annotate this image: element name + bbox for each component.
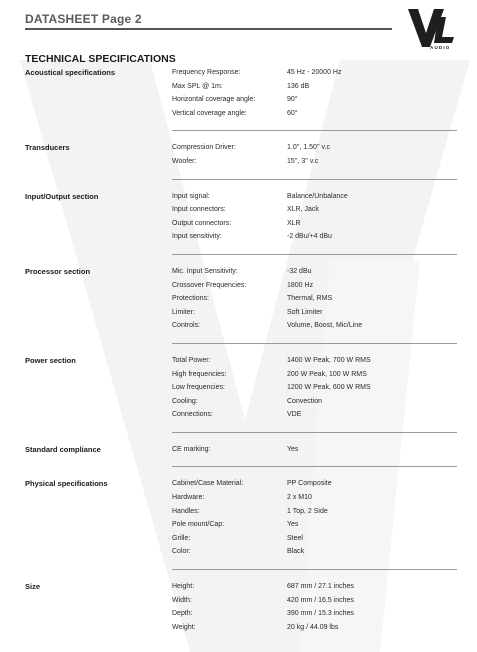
spec-value: 136 dB	[287, 82, 310, 90]
spec-section	[25, 180, 457, 255]
spec-value: 60°	[287, 109, 298, 117]
spec-key: Cooling:	[172, 397, 198, 405]
spec-value: 90°	[287, 96, 298, 104]
section-label: Standard compliance	[25, 444, 101, 454]
spec-key: Total Power:	[172, 356, 211, 364]
spec-row	[172, 205, 457, 219]
spec-key: Height:	[172, 583, 195, 591]
spec-value: 15'', 3'' v.c	[287, 157, 319, 165]
spec-value: Yes	[287, 521, 299, 529]
spec-section	[25, 467, 457, 570]
page-header-title: DATASHEET Page 2	[25, 12, 142, 26]
spec-row	[172, 267, 457, 281]
spec-section	[25, 131, 457, 179]
spec-row	[172, 493, 457, 507]
page-heading: TECHNICAL SPECIFICATIONS	[25, 53, 176, 65]
spec-row	[172, 596, 457, 610]
spec-key: High frequencies:	[172, 370, 227, 378]
spec-key: Grille:	[172, 534, 191, 542]
spec-row	[172, 68, 457, 82]
spec-value: Soft Limiter	[287, 308, 323, 316]
spec-key: Controls:	[172, 322, 201, 330]
spec-row	[172, 534, 457, 548]
spec-key: Crossover Frequencies:	[172, 281, 247, 289]
header-divider	[25, 28, 392, 30]
spec-row	[172, 95, 457, 109]
spec-value: XLR, Jack	[287, 206, 319, 214]
spec-key: Protections:	[172, 295, 209, 303]
spec-value: Balance/Unbalance	[287, 192, 348, 200]
spec-key: Input sensitivity:	[172, 233, 222, 241]
spec-key: Input connectors:	[172, 206, 226, 214]
spec-row	[172, 82, 457, 96]
spec-key: Depth:	[172, 610, 193, 618]
spec-row	[172, 547, 457, 561]
spec-value: 2 x M10	[287, 494, 312, 502]
spec-key: Pole mount/Cap:	[172, 521, 225, 529]
spec-row	[172, 356, 457, 370]
spec-row	[172, 219, 457, 233]
spec-key: Color:	[172, 548, 191, 556]
spec-key: Width:	[172, 596, 192, 604]
spec-key: Woofer:	[172, 157, 197, 165]
section-label: Power section	[25, 355, 76, 365]
spec-key: Horizontal coverage angle:	[172, 96, 256, 104]
spec-value: 390 mm / 15.3 inches	[287, 610, 354, 618]
spec-value: 1 Top, 2 Side	[287, 507, 328, 515]
section-label: Size	[25, 582, 41, 592]
section-label: Physical specifications	[25, 479, 108, 489]
spec-key: Low frequencies:	[172, 384, 225, 392]
spec-value: -32 dBu	[287, 267, 312, 275]
spec-value: 200 W Peak, 100 W RMS	[287, 370, 367, 378]
spec-row	[172, 520, 457, 534]
spec-section	[25, 344, 457, 433]
spec-row	[172, 294, 457, 308]
spec-key: Connections:	[172, 411, 213, 419]
spec-key: Cabinet/Case Material:	[172, 480, 244, 488]
spec-row	[172, 383, 457, 397]
spec-value: Yes	[287, 445, 299, 453]
spec-value: Volume, Boost, Mic/Line	[287, 322, 363, 330]
spec-value: VDE	[287, 411, 302, 419]
spec-row	[172, 397, 457, 411]
spec-value: Convection	[287, 397, 323, 405]
spec-key: Compression Driver:	[172, 144, 236, 152]
logo-subtitle: AUDIO	[430, 45, 451, 50]
spec-value: 420 mm / 16.5 inches	[287, 596, 354, 604]
spec-value: XLR	[287, 219, 301, 227]
spec-section	[25, 570, 457, 636]
spec-key: Handles:	[172, 507, 200, 515]
spec-value: 1400 W Peak, 700 W RMS	[287, 356, 371, 364]
spec-row	[172, 192, 457, 206]
spec-key: Hardware:	[172, 494, 205, 502]
spec-value: Thermal, RMS	[287, 295, 333, 303]
spec-row	[172, 479, 457, 493]
spec-row	[172, 370, 457, 384]
section-label: Processor section	[25, 266, 91, 276]
spec-key: Limiter:	[172, 308, 195, 316]
section-label: Input/Output section	[25, 191, 99, 201]
spec-row	[172, 308, 457, 322]
spec-section	[25, 433, 457, 468]
spec-key: Vertical coverage angle:	[172, 109, 247, 117]
section-label: Acoustical specifications	[25, 68, 116, 77]
spec-key: Input signal:	[172, 192, 210, 200]
spec-row	[172, 609, 457, 623]
spec-value: 1200 W Peak, 600 W RMS	[287, 384, 371, 392]
spec-section	[25, 68, 457, 131]
spec-value: PP Composite	[287, 480, 332, 488]
spec-value: 1800 Hz	[287, 281, 314, 289]
spec-row	[172, 623, 457, 637]
spec-key: Frequency Response:	[172, 69, 241, 76]
spec-value: 687 mm / 27.1 inches	[287, 583, 354, 591]
spec-row	[172, 507, 457, 521]
spec-value: Black	[287, 548, 305, 556]
spec-row	[172, 582, 457, 596]
spec-value: 1.0'', 1.50'' v.c	[287, 144, 330, 152]
spec-section	[25, 255, 457, 344]
spec-key: Weight:	[172, 623, 196, 631]
spec-key: Max SPL @ 1m:	[172, 82, 223, 90]
spec-value: 45 Hz - 20000 Hz	[287, 69, 342, 76]
spec-value: 20 kg / 44.09 lbs	[287, 623, 339, 631]
spec-sections	[25, 68, 457, 636]
spec-key: CE marking:	[172, 445, 211, 453]
spec-row	[172, 143, 457, 157]
spec-key: Output connectors:	[172, 219, 232, 227]
spec-value: -2 dBu/+4 dBu	[287, 233, 332, 241]
spec-value: Steel	[287, 534, 303, 542]
spec-row	[172, 445, 457, 459]
spec-row	[172, 232, 457, 246]
spec-row	[172, 109, 457, 123]
spec-row	[172, 410, 457, 424]
spec-row	[172, 281, 457, 295]
spec-row	[172, 157, 457, 171]
spec-row	[172, 321, 457, 335]
section-label: Transducers	[25, 143, 70, 153]
spec-key: Mic. Input Sensitivity:	[172, 267, 238, 275]
